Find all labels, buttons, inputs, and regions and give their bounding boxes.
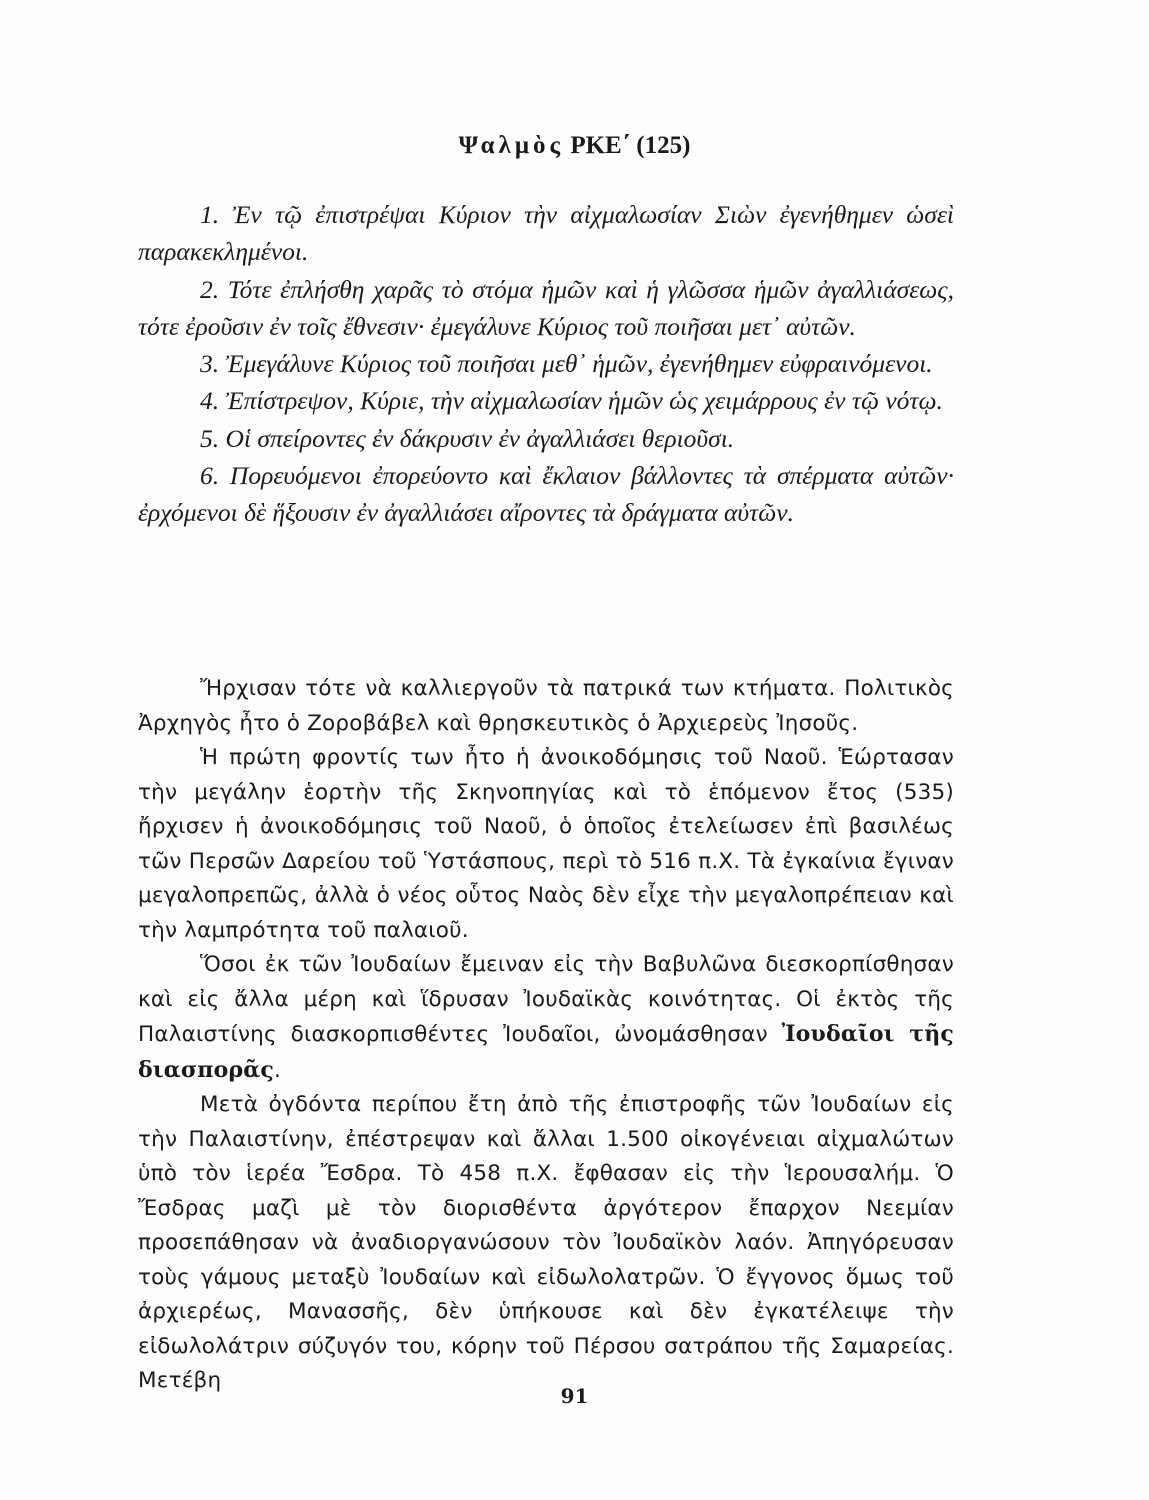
paragraph-text: Ὅσοι ἐκ τῶν Ἰουδαίων ἔμειναν εἰς τὴν Βαβυλῶνα διεσκορπίσθησαν καὶ εἰς ἄλλα μέρη καὶ ἵδρυσαν Ἰουδαϊκὰς κοινότητας. Οἱ ἐκτὸς τῆς Παλαιστίνης διασκορπισθέντες Ἰουδαῖοι, ὠνομάσθησαν [138, 952, 954, 1047]
psalm-verse: 3. Ἐμεγάλυνε Κύριος τοῦ ποιῆσαι μεθ᾿ ἡμῶν, ἐγενήθημεν εὐφραινόμενοι. [200, 349, 933, 379]
paragraph: Μετὰ ὀγδόντα περίπου ἔτη ἀπὸ τῆς ἐπιστροφῆς τῶν Ἰουδαίων εἰς τὴν Παλαιστίνην, ἐπέστρεψαν καὶ ἄλλαι 1.500 οἰκογένειαι αἰχμαλώτων ὑπὸ τὸν ἱερέα Ἔσδρα. Τὸ 458 π.Χ. ἔφθασαν εἰς τὴν Ἱερουσαλήμ. Ὁ Ἔσδρας μαζὶ μὲ τὸν διορισθέντα ἀργότερον ἔπαρχον Νεεμίαν προσεπάθησαν νὰ ἀναδιοργανώσουν τὸν Ἰουδαϊκὸν λαόν. Ἀπηγόρευσαν τοὺς γάμους μεταξὺ Ἰουδαίων καὶ εἰδωλολατρῶν. Ὁ ἔγγονος ὅμως τοῦ ἀρχιερέως, Μανασσῆς, δὲν ὑπήκουσε καὶ δὲν ἐγκατέλειψε τὴν εἰδωλολάτριν σύζυγόν του, κόρην τοῦ Πέρσου σατράπου τῆς Σαμαρείας. Μετέβη [138, 1092, 954, 1393]
body-text [138, 672, 954, 1399]
psalm-verse: 1. Ἐν τῷ ἐπιστρέψαι Κύριον τὴν αἰχμαλωσίαν Σιὼν ἐγενήθημεν ὡσεὶ παρακεκλημένοι. [138, 200, 954, 267]
paragraph: Ἡ πρώτη φροντίς των ἦτο ἡ ἀνοικοδόμησις τοῦ Ναοῦ. Ἑώρτασαν τὴν μεγάλην ἑορτὴν τῆς Σκηνοπηγίας καὶ τὸ ἑπόμενον ἔτος (535) ἤρχισεν ἡ ἀνοικοδόμησις τοῦ Ναοῦ, ὁ ὁποῖος ἐτελείωσεν ἐπὶ βασιλέως τῶν Περσῶν Δαρείου τοῦ Ὑστάσπους, περὶ τὸ 516 π.Χ. Τὰ ἐγκαίνια ἔγιναν μεγαλοπρεπῶς, ἀλλὰ ὁ νέος οὗτος Ναὸς δὲν εἶχε τὴν μεγαλοπρέπειαν καὶ τὴν λαμπρότητα τοῦ παλαιοῦ. [138, 745, 954, 943]
paragraph-end: . [274, 1057, 282, 1083]
page-title [0, 132, 1149, 160]
page-number: 91 [560, 1384, 589, 1408]
psalm-verse: 4. Ἐπίστρεψον, Κύριε, τὴν αἰχμαλωσίαν ἡμῶν ὡς χειμάρρους ἐν τῷ νότῳ. [200, 386, 943, 416]
psalm-verse: 6. Πορευόμενοι ἐπορεύοντο καὶ ἔκλαιον βάλλοντες τὰ σπέρματα αὐτῶν· ἐρχόμενοι δὲ ἥξουσιν ἐν ἀγαλλιάσει αἴροντες τὰ δράγματα αὐτῶν. [138, 461, 954, 528]
title-prefix: Ψαλμὸς [458, 132, 565, 159]
psalm-verse: 2. Τότε ἐπλήσθη χαρᾶς τὸ στόμα ἡμῶν καὶ ἡ γλῶσσα ἡμῶν ἀγαλλιάσεως, τότε ἐροῦσιν ἐν τοῖς ἔθνεσιν· ἐμεγάλυνε Κύριος τοῦ ποιῆσαι μετ᾿ αὐτῶν. [138, 274, 954, 341]
title-rest: ΡΚΕ΄ (125) [570, 132, 691, 159]
paragraph: Ἤρχισαν τότε νὰ καλλιεργοῦν τὰ πατρικά των κτήματα. Πολιτικὸς Ἀρχηγὸς ἦτο ὁ Ζοροβάβελ καὶ θρησκευτικὸς ὁ Ἀρχιερεὺς Ἰησοῦς. [138, 676, 954, 736]
psalm-text [138, 196, 954, 532]
psalm-verse: 5. Οἱ σπείροντες ἐν δάκρυσιν ἐν ἀγαλλιάσει θεριοῦσι. [200, 423, 735, 453]
bold-term: Ἰουδαῖοι τῆς διασπορᾶς [138, 1021, 954, 1083]
paragraph [138, 948, 954, 1088]
